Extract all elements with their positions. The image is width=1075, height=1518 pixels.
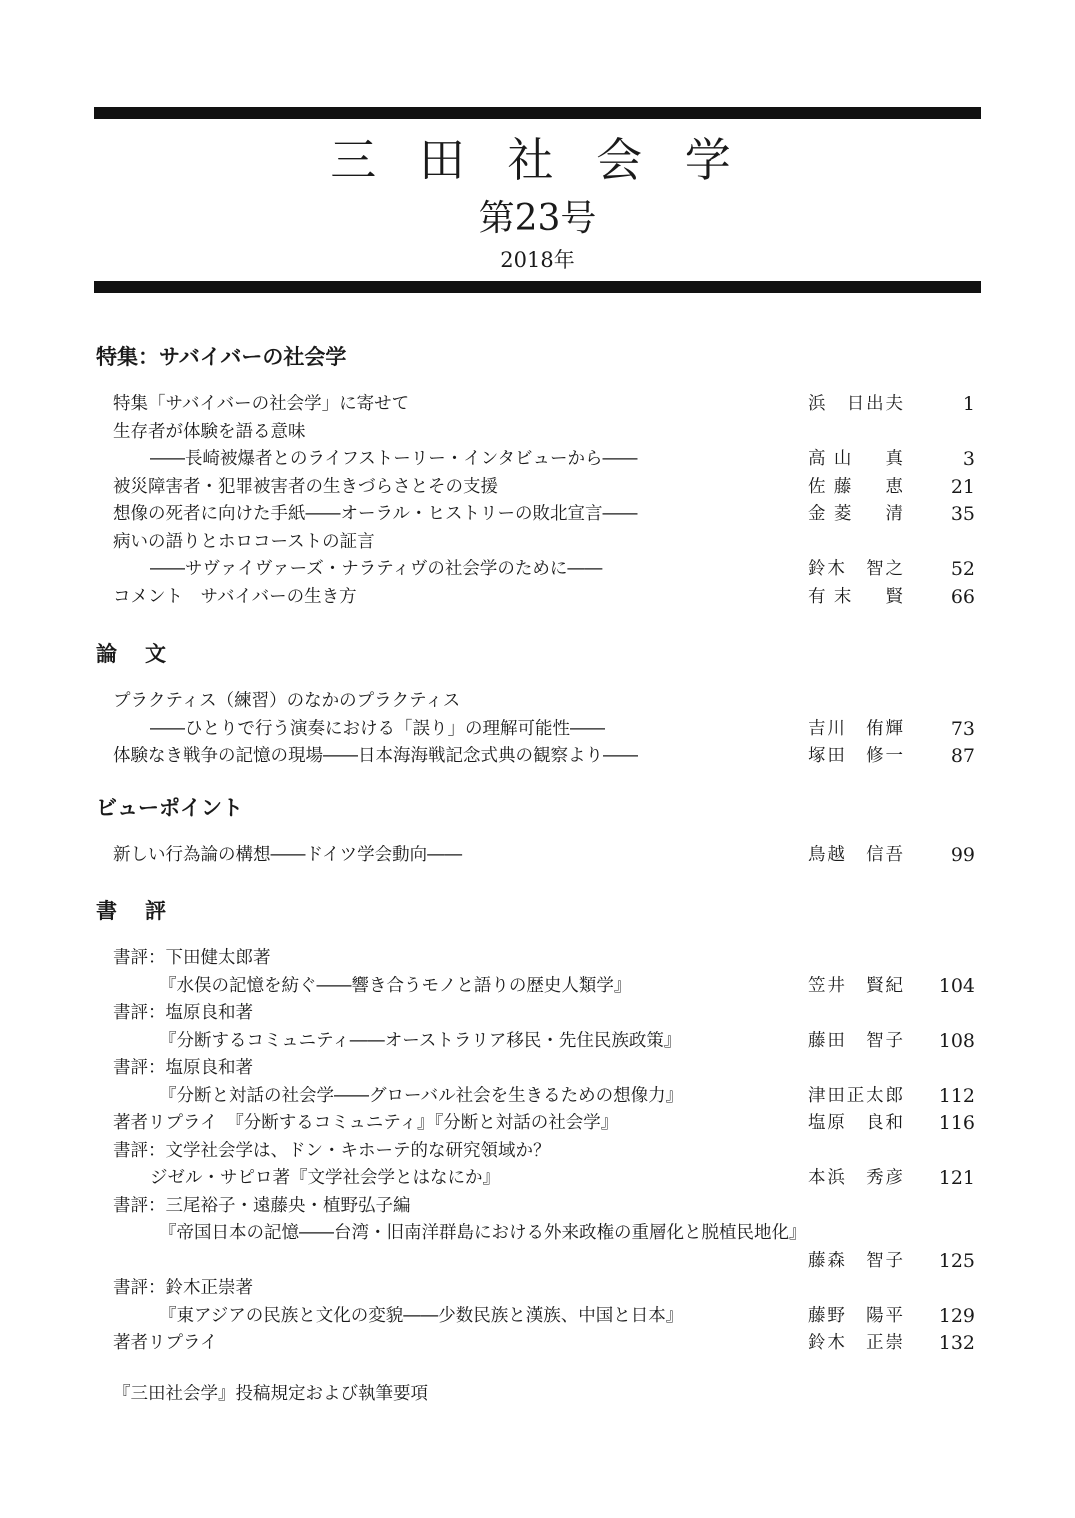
journal-title: 三 田 社 会 学 bbox=[330, 133, 745, 187]
toc-entry-line bbox=[0, 1329, 1075, 1357]
entry-title: 書評：文学社会学は、ドン・キホーテ的な研究領域か？ bbox=[113, 1140, 551, 1161]
entry-page-number: 132 bbox=[938, 1332, 975, 1354]
toc-entry-line bbox=[0, 999, 1075, 1027]
publication-year: 2018年 bbox=[500, 248, 575, 272]
entry-subtitle: 『帝国日本の記憶――台湾・旧南洋群島における外来政権の重層化と脱植民地化』 bbox=[159, 1223, 807, 1243]
toc-entry-line bbox=[0, 1219, 1075, 1247]
top-rule bbox=[94, 107, 981, 119]
toc-entry-line bbox=[0, 1054, 1075, 1082]
toc-entry-line bbox=[0, 1302, 1075, 1330]
entry-title: 生存者が体験を語る意味 bbox=[113, 421, 306, 442]
toc-entry-line bbox=[0, 1137, 1075, 1165]
toc-entry-line bbox=[0, 500, 1075, 528]
entry-page-number: 112 bbox=[938, 1084, 975, 1107]
toc-entry-line bbox=[0, 1247, 1075, 1275]
section-tokushu-heading: 特集：サバイバーの社会学 bbox=[96, 345, 347, 369]
entry-title: 書評：塩原良和著 bbox=[113, 1058, 253, 1078]
entry-subtitle: 『分断するコミュニティ――オーストラリア移民・先住民族政策』 bbox=[159, 1030, 682, 1051]
entry-subtitle: 『分断と対話の社会学――グローバル社会を生きるための想像力』 bbox=[159, 1085, 684, 1106]
toc-entry-line bbox=[0, 528, 1075, 556]
entry-page-number: 1 bbox=[962, 393, 975, 415]
entry-author: 鳥越 信吾 bbox=[808, 845, 903, 865]
toc-entry-line bbox=[0, 715, 1075, 743]
entry-page-number: 129 bbox=[938, 1304, 975, 1327]
entry-author: 藤森 智子 bbox=[808, 1250, 903, 1271]
toc-entry-line bbox=[0, 841, 1075, 869]
entry-author: 高山 真 bbox=[808, 449, 903, 469]
entry-page-number: 108 bbox=[938, 1029, 975, 1052]
entry-title: 特集「サバイバーの社会学」に寄せて bbox=[113, 394, 410, 414]
entry-page-number: 116 bbox=[938, 1112, 975, 1134]
toc-entry-line bbox=[0, 1027, 1075, 1055]
entry-author: 有末 賢 bbox=[808, 586, 903, 607]
toc-entry-line bbox=[0, 555, 1075, 583]
entry-author: 金菱 清 bbox=[808, 504, 903, 524]
section-ronbun-heading: 論文 bbox=[96, 642, 194, 666]
entry-title: 想像の死者に向けた手紙――オーラル・ヒストリーの敗北宣言―― bbox=[113, 504, 638, 524]
toc-entry-line bbox=[0, 1192, 1075, 1220]
entry-title: 病いの語りとホロコーストの証言 bbox=[113, 531, 375, 552]
entry-title: コメント サバイバーの生き方 bbox=[113, 586, 357, 607]
toc-entry-line bbox=[0, 687, 1075, 715]
toc-entry-line bbox=[0, 583, 1075, 611]
entry-author: 藤田 智子 bbox=[808, 1030, 903, 1051]
entry-author: 津田正太郎 bbox=[808, 1085, 903, 1106]
issue-number: 第23号 bbox=[478, 198, 597, 239]
entry-title: 新しい行為論の構想――ドイツ学会動向―― bbox=[113, 845, 463, 865]
toc-entry-line bbox=[0, 944, 1075, 972]
entry-author: 佐藤 恵 bbox=[808, 476, 903, 497]
entry-page-number: 35 bbox=[950, 503, 975, 525]
entry-title: 体験なき戦争の記憶の現場――日本海海戦記念式典の観察より―― bbox=[113, 746, 638, 766]
entry-page-number: 52 bbox=[950, 558, 975, 580]
entry-page-number: 66 bbox=[950, 585, 975, 608]
entry-author: 鈴木 正崇 bbox=[808, 1333, 903, 1353]
entry-title: 書評：塩原良和著 bbox=[113, 1003, 253, 1023]
toc-entry-line bbox=[0, 1082, 1075, 1110]
entry-author: 浜 日出夫 bbox=[808, 394, 903, 414]
toc-entry-line bbox=[0, 742, 1075, 770]
bottom-rule bbox=[94, 281, 981, 293]
section-shohyo-heading: 書評 bbox=[96, 899, 194, 923]
entry-author: 本浜 秀彦 bbox=[808, 1168, 903, 1188]
entry-author: 藤野 陽平 bbox=[808, 1305, 903, 1326]
entry-page-number: 73 bbox=[950, 717, 975, 740]
entry-title: 著者リプライ bbox=[113, 1333, 218, 1353]
entry-title: 著者リプライ 『分断するコミュニティ』『分断と対話の社会学』 bbox=[113, 1113, 619, 1133]
section-viewpoint-heading: ビューポイント bbox=[96, 796, 243, 820]
toc-entry-line bbox=[0, 473, 1075, 501]
toc-entry-line bbox=[0, 418, 1075, 446]
entry-title: 被災障害者・犯罪被害者の生きづらさとその支援 bbox=[113, 476, 498, 497]
entry-author: 笠井 賢紀 bbox=[808, 975, 903, 996]
entry-page-number: 121 bbox=[938, 1167, 975, 1189]
entry-subtitle: ――長崎被爆者とのライフストーリー・インタビューから―― bbox=[150, 449, 638, 469]
entry-page-number: 87 bbox=[950, 745, 975, 767]
entry-page-number: 99 bbox=[950, 844, 975, 866]
entry-title: 書評：鈴木正崇著 bbox=[113, 1278, 253, 1298]
entry-author: 吉川 侑輝 bbox=[808, 718, 903, 739]
entry-author: 鈴木 智之 bbox=[808, 559, 903, 579]
entry-subtitle: ジゼル・サピロ著『文学社会学とはなにか』 bbox=[150, 1168, 500, 1188]
entry-author: 塩原 良和 bbox=[808, 1113, 903, 1133]
toc-entry-line bbox=[0, 972, 1075, 1000]
entry-page-number: 125 bbox=[938, 1249, 975, 1272]
entry-title: プラクティス（練習）のなかのプラクティス bbox=[113, 691, 461, 711]
submission-guidelines: 『三田社会学』投稿規定および執筆要項 bbox=[113, 1384, 428, 1404]
entry-page-number: 104 bbox=[938, 974, 975, 997]
entry-page-number: 3 bbox=[962, 448, 975, 470]
toc-entry-line bbox=[0, 1164, 1075, 1192]
entry-page-number: 21 bbox=[950, 475, 975, 498]
toc-entry-line bbox=[0, 1109, 1075, 1137]
entry-subtitle: 『水俣の記憶を紡ぐ――響き合うモノと語りの歴史人類学』 bbox=[159, 975, 632, 996]
entry-title: 書評：三尾裕子・遠藤央・植野弘子編 bbox=[113, 1195, 411, 1216]
entry-subtitle: ――サヴァイヴァーズ・ナラティヴの社会学のために―― bbox=[150, 559, 603, 579]
toc-entry-line bbox=[0, 1274, 1075, 1302]
toc-entry-line bbox=[0, 390, 1075, 418]
entry-author: 塚田 修一 bbox=[808, 746, 903, 766]
entry-subtitle: 『東アジアの民族と文化の変貌――少数民族と漢族、中国と日本』 bbox=[159, 1305, 684, 1326]
entry-subtitle: ――ひとりで行う演奏における「誤り」の理解可能性―― bbox=[150, 718, 605, 739]
toc-entry-line bbox=[0, 445, 1075, 473]
entry-title: 書評：下田健太郎著 bbox=[113, 948, 271, 968]
